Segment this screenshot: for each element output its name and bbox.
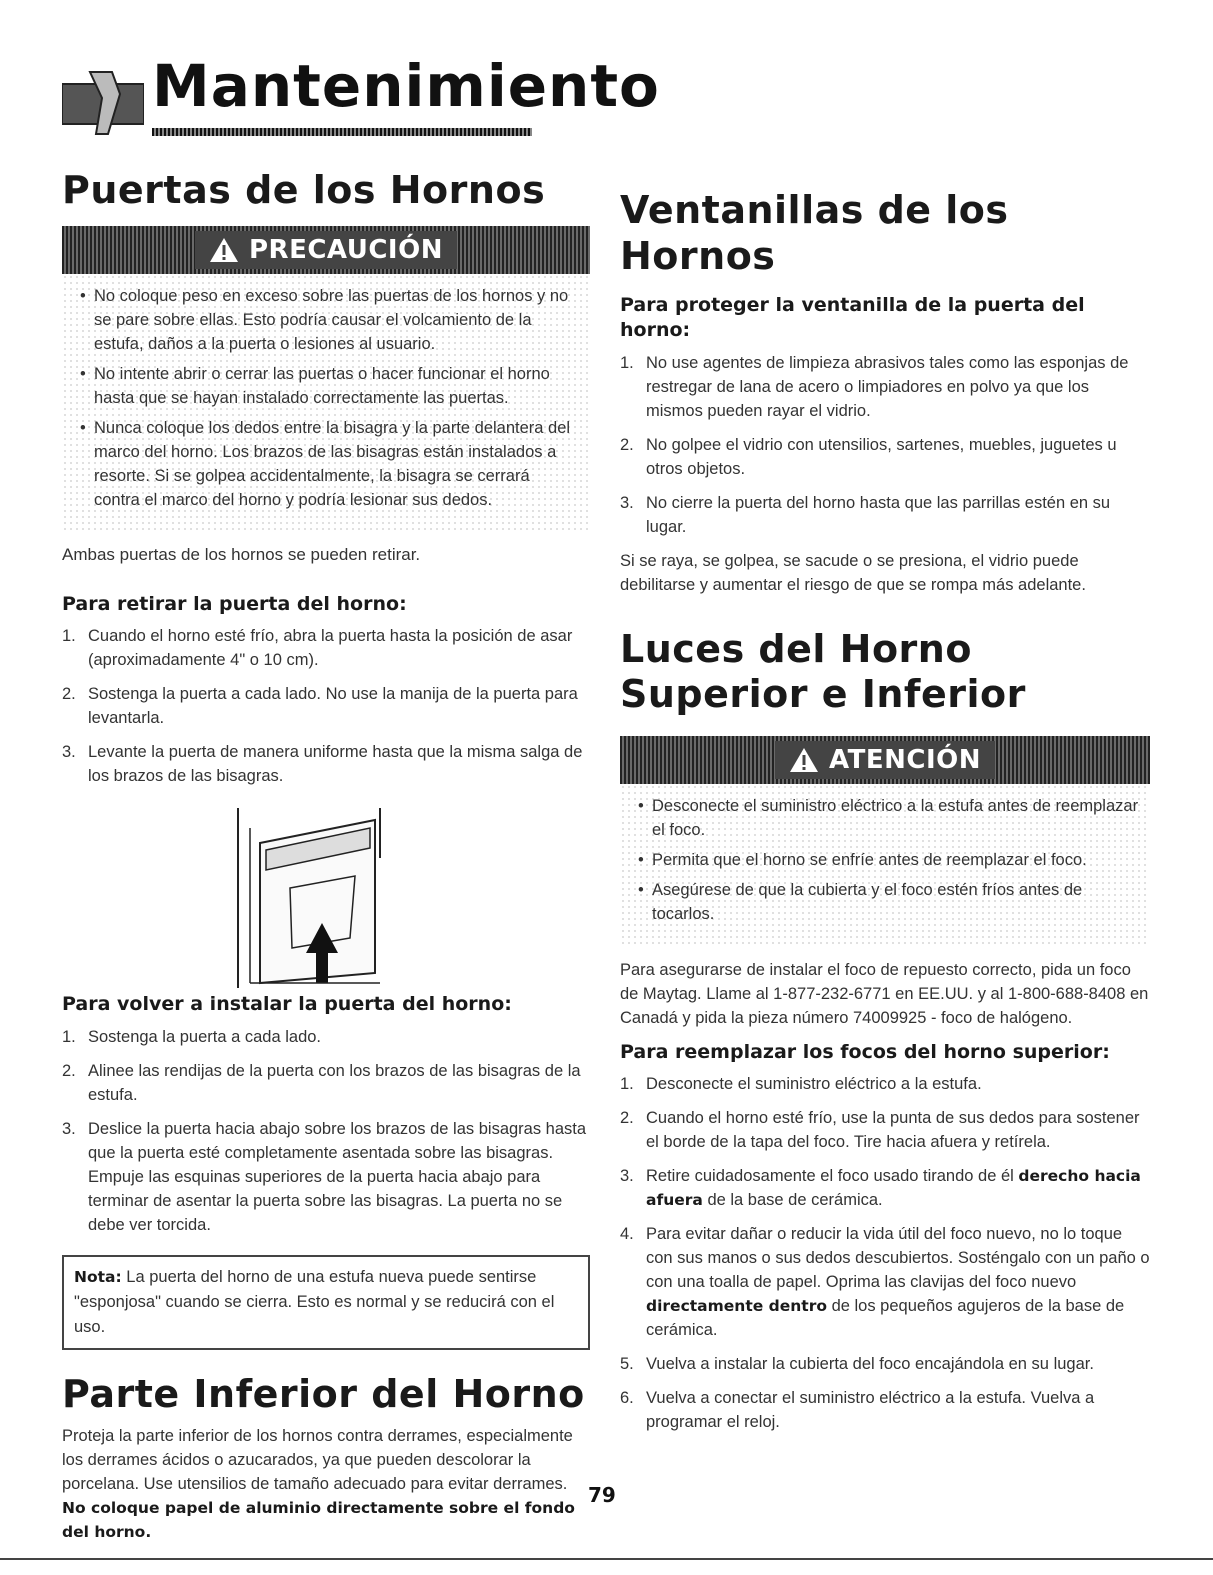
- step-item: 2. Cuando el horno esté frío, use la punta de sus dedos para sostener el borde de la tapa del foco. Tire hacia afuera y retírela.: [620, 1109, 1140, 1152]
- window-steps: [620, 351, 1150, 539]
- page-number: 79: [588, 1483, 616, 1507]
- warning-triangle-icon: [789, 747, 819, 773]
- lights-heading: Luces del Horno Superior e Inferior: [620, 626, 1026, 717]
- bottom-rule: [0, 1558, 1213, 1560]
- window-warning-text: Si se raya, se golpea, se sacude o se presiona, el vidrio puede debilitarse y aumentar el riesgo de que se rompa más adelante.: [620, 551, 1086, 594]
- title-rule: [152, 128, 532, 136]
- remove-door-heading: Para retirar la puerta del horno:: [62, 592, 407, 615]
- step-item: 4. Para evitar dañar o reducir la vida útil del foco nuevo, no lo toque con sus manos o sus dedos descubiertos. Sosténgalo con un paño o con una toalla de papel. Oprima las clavijas del foco nuevo directamente dentro de los pequeños agujeros de la base de cerámica.: [620, 1225, 1150, 1340]
- step-item: 2. Sostenga la puerta a cada lado. No use la manija de la puerta para levantarla.: [62, 685, 578, 728]
- caution-list: [62, 274, 590, 530]
- step-item: 1. Cuando el horno esté frío, abra la puerta hasta la posición de asar (aproximadamente 4" o 10 cm).: [62, 627, 573, 670]
- caution-box: [62, 226, 590, 530]
- caution-bar: [62, 226, 590, 274]
- note-text: La puerta del horno de una estufa nueva puede sentirse "esponjosa" cuando se cierra. Esto es normal y se reducirá con el uso.: [74, 1267, 555, 1336]
- replace-bulb-steps: [620, 1072, 1150, 1434]
- bulb-info-text: Para asegurarse de instalar el foco de repuesto correcto, pida un foco de Maytag. Llame al 1-877-232-6771 en EE.UU. y al 1-800-688-8408 en Canadá y pida la pieza número 74009925 - foco de halógeno.: [620, 960, 1149, 1027]
- doors-intro: Ambas puertas de los hornos se pueden retirar.: [62, 544, 421, 564]
- remove-door-steps: [62, 624, 590, 788]
- right-column: [620, 188, 1150, 1444]
- attention-bar: [620, 736, 1150, 784]
- step-item: 2. No golpee el vidrio con utensilios, sartenes, muebles, juguetes u otros objetos.: [620, 435, 1117, 478]
- attention-text: ATENCIÓN: [829, 744, 981, 775]
- step-item: 3. Retire cuidadosamente el foco usado tirando de él derecho hacia afuera de la base de cerámica.: [620, 1167, 1141, 1210]
- caution-label: [195, 231, 457, 269]
- door-removal-illustration: [230, 798, 390, 988]
- step-item: 1. No use agentes de limpieza abrasivos tales como las esponjas de restregar de lana de acero o limpiadores en polvo ya que los mismos pueden rayar el vidrio.: [620, 353, 1129, 420]
- step-item: 1. Desconecte el suministro eléctrico a la estufa.: [620, 1075, 982, 1094]
- caution-text: PRECAUCIÓN: [249, 234, 443, 265]
- windows-heading: Ventanillas de los Hornos: [620, 188, 1009, 278]
- note-label: Nota:: [74, 1267, 122, 1286]
- protect-window-heading: Para proteger la ventanilla de la puerta del horno:: [620, 294, 1085, 341]
- wrench-icon: [62, 64, 144, 136]
- step-item: 2. Alinee las rendijas de la puerta con los brazos de las bisagras de la estufa.: [62, 1061, 581, 1104]
- replace-bulb-heading: Para reemplazar los focos del horno superior:: [620, 1040, 1110, 1063]
- step-item: 1. Sostenga la puerta a cada lado.: [62, 1027, 322, 1046]
- warning-triangle-icon: [209, 237, 239, 263]
- attention-list: [620, 784, 1150, 944]
- oven-bottom-warning: No coloque papel de aluminio directamente sobre el fondo del horno.: [62, 1498, 575, 1541]
- caution-item: • Nunca coloque los dedos entre la bisagra y la parte delantera del marco del horno. Los brazos de las bisagras están instalados a resorte. Si se golpea accidentalmente, la bisagra se cerrará contra el marco del horno y podría lesionar sus dedos.: [72, 416, 580, 512]
- oven-bottom-heading: Parte Inferior del Horno: [62, 1371, 585, 1416]
- install-door-heading: Para volver a instalar la puerta del horno:: [62, 993, 512, 1016]
- step-item: 3. Levante la puerta de manera uniforme hasta que la misma salga de los brazos de las bisagras.: [62, 743, 583, 786]
- caution-item: • No coloque peso en exceso sobre las puertas de los hornos y no se pare sobre ellas. Esto podría causar el volcamiento de la estufa, daños a la puerta o lesiones al usuario.: [72, 284, 580, 356]
- attention-item: • Permita que el horno se enfríe antes de reemplazar el foco.: [630, 848, 1140, 872]
- page-title: Mantenimiento: [152, 52, 660, 120]
- install-door-steps: [62, 1025, 590, 1237]
- page-header: [62, 50, 660, 160]
- attention-box: [620, 736, 1150, 944]
- attention-item: • Asegúrese de que la cubierta y el foco estén fríos antes de tocarlos.: [630, 878, 1140, 926]
- note-box: [62, 1255, 590, 1350]
- caution-item: • No intente abrir o cerrar las puertas o hacer funcionar el horno hasta que se hayan instalado correctamente las puertas.: [72, 362, 580, 410]
- step-item: 6. Vuelva a conectar el suministro eléctrico a la estufa. Vuelva a programar el reloj.: [620, 1389, 1095, 1432]
- attention-label: [775, 741, 995, 779]
- step-item: 5. Vuelva a instalar la cubierta del foco encajándola en su lugar.: [620, 1355, 1094, 1374]
- step-item: 3. Deslice la puerta hacia abajo sobre los brazos de las bisagras hasta que la puerta esté completamente asentada sobre las bisagras. Empuje las esquinas superiores de la puerta hacia abajo para terminar de asentar la puerta sobre las bisagras. La puerta no se debe ver torcida.: [62, 1119, 587, 1234]
- step-item: 3. No cierre la puerta del horno hasta que las parrillas estén en su lugar.: [620, 493, 1111, 536]
- attention-item: • Desconecte el suministro eléctrico a la estufa antes de reemplazar el foco.: [630, 794, 1140, 842]
- oven-bottom-text: Proteja la parte inferior de los hornos contra derrames, especialmente los derrames ácidos o azucarados, ya que pueden descolorar la porcelana. Use utensilios de tamaño adecuado para evitar derrames. No coloque papel de aluminio directamente sobre el fondo del horno.: [62, 1426, 575, 1541]
- doors-heading: Puertas de los Hornos: [62, 168, 546, 212]
- left-column: [62, 168, 590, 1544]
